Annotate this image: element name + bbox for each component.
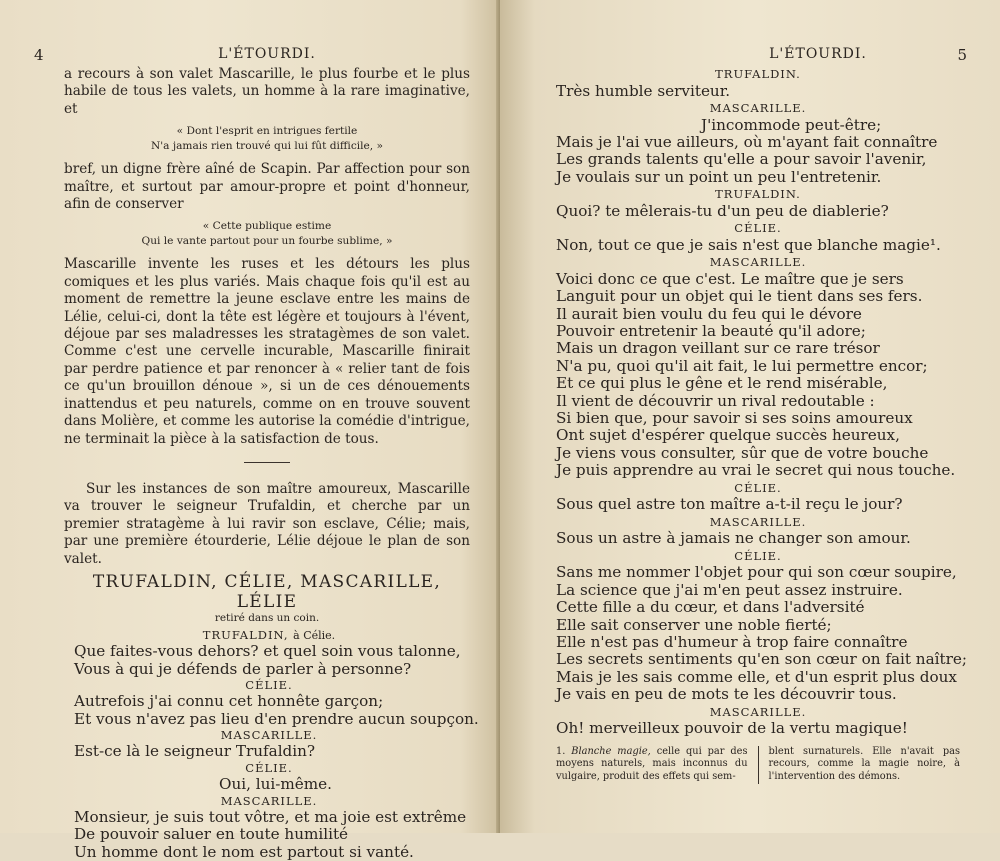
verse-line: La science que j'ai m'en peut assez instruire. xyxy=(556,580,903,599)
paragraph-2: bref, un digne frère aîné de Scapin. Par affection pour son maître, et surtout par amour-propre et point d'honneur, afin de conserver xyxy=(64,161,470,213)
speaker-label: MASCARILLE. xyxy=(709,704,807,719)
verse-line: Il vient de découvrir un rival redoutable : xyxy=(556,391,875,410)
left-dialogue xyxy=(64,627,479,861)
verse-line: Je puis apprendre au vrai le secret qui nous touche. xyxy=(556,461,956,480)
verse-line: Je viens vous consulter, sûr que de votre bouche xyxy=(556,443,929,462)
right-page xyxy=(500,0,1000,833)
speaker-name xyxy=(74,628,464,643)
footnote-term: Blanche magie, xyxy=(571,745,651,757)
speaker-label: MASCARILLE. xyxy=(220,728,318,743)
verse-line: Ont sujet d'espérer quelque succès heureux, xyxy=(556,426,900,445)
speaker-label: CÉLIE. xyxy=(734,548,782,563)
footnote-text: celle qui par des moyens naturels, mais inconnus du vulgaire, produit des effets qui sem- xyxy=(556,745,748,783)
speaker-name xyxy=(556,186,960,203)
verse-line: Vous à qui je défends de parler à personne? xyxy=(74,659,412,678)
verse-line: Non, tout ce que je sais n'est que blanche magie¹. xyxy=(556,235,941,254)
speaker-name xyxy=(74,728,464,743)
quote-line: « Dont l'esprit en intrigues fertile xyxy=(176,125,358,138)
verse-line: Mais je l'ai vue ailleurs, où m'ayant fait connaître xyxy=(556,133,938,151)
page-number-left: 4 xyxy=(34,46,45,64)
verse-line: Je voulais sur un point un peu l'entretenir. xyxy=(556,167,882,186)
running-head-left xyxy=(34,46,470,66)
footnote-number: 1. xyxy=(556,745,566,757)
paragraph-3: Mascarille invente les ruses et les détours les plus comiques et les plus variés. Mais chaque fois qu'il est au moment de remettre la jeune esclave entre les mains de Lélie, celui-ci, dont la tête est légère et toujours à l'évent, déjoue par ses maladresses les stratagèmes de son valet. Comme c'est une cervelle incurable, Mascarille finirait par perdre patience et par renoncer à « relier tant de fois ce qu'un brouillon dénoue », si un de ces dénouements inattendus et peu naturels, comme on en trouve souvent dans Molière, et comme les autorise la comédie d'intrigue, ne terminait la pièce à la satisfaction de tous. xyxy=(64,256,470,447)
verse-line: Autrefois j'ai connu cet honnête garçon; xyxy=(74,692,384,711)
quote-line: N'a jamais rien trouvé qui lui fût difficile, » xyxy=(150,139,384,152)
verse-line: Quoi? te mêlerais-tu d'un peu de diablerie? xyxy=(556,201,889,220)
verse-line: Je vais en peu de mots te les découvrir tous. xyxy=(556,685,897,704)
quote-1 xyxy=(64,124,470,153)
footnote xyxy=(556,746,960,784)
speaker-name xyxy=(556,548,960,565)
verse-line: Mais un dragon veillant sur ce rare trésor xyxy=(556,339,880,358)
speaker-name xyxy=(556,100,960,117)
speaker-label: CÉLIE. xyxy=(734,221,782,236)
speaker-label: TRUFALDIN, xyxy=(202,627,289,642)
quote-line: « Cette publique estime xyxy=(202,220,332,233)
page-number-right: 5 xyxy=(957,46,968,64)
verse-line: Et ce qui plus le gêne et le rend misérable, xyxy=(556,374,888,393)
verse-line: Un homme dont le nom est partout si vanté. xyxy=(74,842,414,861)
speaker-label: TRUFALDIN. xyxy=(715,67,801,81)
verse-line: J'incommode peut-être; xyxy=(701,115,882,134)
verse-line: Mais je les sais comme elle, et d'un esprit plus doux xyxy=(556,667,957,686)
speaker-name xyxy=(556,704,960,721)
verse-line: Cette fille a du cœur, et dans l'adversité xyxy=(556,598,865,617)
verse-line: Sans me nommer l'objet pour qui son cœur soupire, xyxy=(556,563,957,582)
running-title-right: L'ÉTOURDI. xyxy=(769,46,867,62)
speaker-label: CÉLIE. xyxy=(734,480,782,495)
verse-line: Elle n'est pas d'humeur à trop faire connaître xyxy=(556,632,908,651)
speaker-label: CÉLIE. xyxy=(245,760,293,775)
footnote-col-2: blent surnaturels. Elle n'avait pas recours, comme la magie noire, à l'intervention des démons. xyxy=(758,746,961,784)
running-head-right xyxy=(556,46,968,66)
scene-summary: Sur les instances de son maître amoureux, Mascarille va trouver le seigneur Trufaldin, et cherche par un premier stratagème à lui ravir son esclave, Célie; mais, par une première étourderie, Lélie déjoue le plan de son valet. xyxy=(64,480,470,567)
verse-line: Sous un astre à jamais ne changer son amour. xyxy=(556,529,911,548)
speaker-label: MASCARILLE. xyxy=(709,514,807,529)
scene-stage-direction: retiré dans un coin. xyxy=(214,611,320,624)
speaker-name xyxy=(556,480,960,497)
speaker-label: MASCARILLE. xyxy=(220,793,318,808)
verse-line: Les secrets sentiments qu'en son cœur on fait naître; xyxy=(556,650,967,669)
scene-title: TRUFALDIN, CÉLIE, MASCARILLE, LÉLIE xyxy=(92,571,442,612)
verse-line: Si bien que, pour savoir si ses soins amoureux xyxy=(556,409,913,428)
verse-line: Monsieur, je suis tout vôtre, et ma joie est extrême xyxy=(74,807,467,826)
right-dialogue xyxy=(556,66,967,738)
verse-line: Que faites-vous dehors? et quel soin vous talonne, xyxy=(74,641,461,660)
verse-line: Oh! merveilleux pouvoir de la vertu magique! xyxy=(556,719,908,738)
speaker-name xyxy=(74,761,464,776)
verse-line: Est-ce là le seigneur Trufaldin? xyxy=(74,742,316,761)
verse-line: Languit pour un objet qui le tient dans ses fers. xyxy=(556,287,923,306)
verse-line: Il aurait bien voulu du feu qui le dévore xyxy=(556,304,862,323)
speaker-name xyxy=(556,254,960,271)
verse-line: De pouvoir saluer en toute humilité xyxy=(74,825,349,844)
verse-line: Elle sait conserver une noble fierté; xyxy=(556,615,832,634)
stage-direction: à Célie. xyxy=(293,628,336,642)
speaker-label: MASCARILLE. xyxy=(709,255,807,270)
footnote-col-1 xyxy=(556,746,748,784)
speaker-name xyxy=(74,678,464,693)
speaker-label: TRUFALDIN. xyxy=(715,187,801,202)
running-title-left: L'ÉTOURDI. xyxy=(218,46,316,62)
verse-line: Sous quel astre ton maître a-t-il reçu le jour? xyxy=(556,495,903,514)
speaker-name xyxy=(556,66,960,83)
intro-paragraph: a recours à son valet Mascarille, le plus fourbe et le plus habile de tous les valets, un homme à la rare imaginative, et xyxy=(64,66,470,117)
verse-line: N'a pu, quoi qu'il ait fait, le lui permettre encor; xyxy=(556,356,928,375)
speaker-label: MASCARILLE. xyxy=(709,101,807,115)
speaker-label: CÉLIE. xyxy=(245,678,293,693)
verse-line: Pouvoir entretenir la beauté qu'il adore; xyxy=(556,322,866,341)
quote-2 xyxy=(64,219,470,248)
verse-line: Et vous n'avez pas lieu d'en prendre aucun soupçon. xyxy=(74,709,479,728)
verse-line: Très humble serviteur. xyxy=(556,81,731,100)
section-divider xyxy=(244,462,290,463)
verse-line: Oui, lui-même. xyxy=(219,774,332,793)
speaker-name xyxy=(556,220,960,237)
verse-line: Les grands talents qu'elle a pour savoir l'avenir, xyxy=(556,150,927,169)
speaker-name xyxy=(74,794,464,809)
quote-line: Qui le vante partout pour un fourbe sublime, » xyxy=(141,234,393,247)
verse-line: Voici donc ce que c'est. Le maître que je sers xyxy=(556,269,904,288)
speaker-name xyxy=(556,514,960,531)
